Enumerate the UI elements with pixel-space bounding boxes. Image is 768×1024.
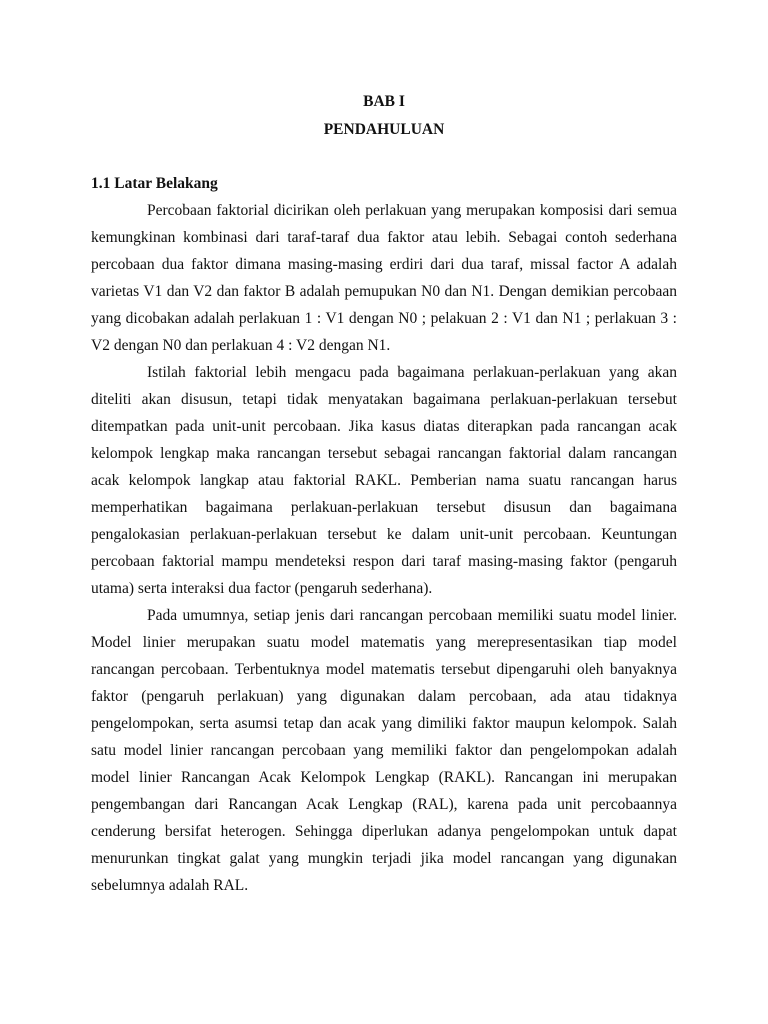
paragraph-3: Pada umumnya, setiap jenis dari rancangan percobaan memiliki suatu model linier. Model linier merupakan suatu model matematis yang merepresentasikan tiap model rancangan percobaan. Terbentuknya model matematis tersebut dipengaruhi oleh banyaknya faktor (pengaruh perlakuan) yang digunakan dalam percobaan, ada atau tidaknya pengelompokan, serta asumsi tetap dan acak yang dimiliki faktor maupun kelompok. Salah satu model linier rancangan percobaan yang memiliki faktor dan pengelompokan adalah model linier Rancangan Acak Kelompok Lengkap (RAKL). Rancangan ini merupakan pengembangan dari Rancangan Acak Lengkap (RAL), karena pada unit percobaannya cenderung bersifat heterogen. Sehingga diperlukan adanya pengelompokan untuk dapat menurunkan tingkat galat yang mungkin terjadi jika model rancangan yang digunakan sebelumnya adalah RAL. xyxy=(91,607,677,894)
chapter-title: PENDAHULUAN xyxy=(323,121,445,138)
paragraph-1: Percobaan faktorial dicirikan oleh perlakuan yang merupakan komposisi dari semua kemungkinan kombinasi dari taraf-taraf dua faktor atau lebih. Sebagai contoh sederhana percobaan dua faktor dimana masing-masing erdiri dari dua taraf, missal factor A adalah varietas V1 dan V2 dan faktor B adalah pemupukan N0 dan N1. Dengan demikian percobaan yang dicobakan adalah perlakuan 1 : V1 dengan N0 ; pelakuan 2 : V1 dan N1 ; perlakuan 3 : V2 dengan N0 dan perlakuan 4 : V2 dengan N1. xyxy=(91,202,677,354)
body-text xyxy=(91,197,677,899)
chapter-number: BAB I xyxy=(363,93,405,110)
document-page xyxy=(91,0,677,1024)
paragraph-2: Istilah faktorial lebih mengacu pada bagaimana perlakuan-perlakuan yang akan diteliti akan disusun, tetapi tidak menyatakan bagaimana perlakuan-perlakuan tersebut ditempatkan pada unit-unit percobaan. Jika kasus diatas diterapkan pada rancangan acak kelompok lengkap maka rancangan tersebut sebagai rancangan faktorial dalam rancangan acak kelompok langkap atau faktorial RAKL. Pemberian nama suatu rancangan harus memperhatikan bagaimana perlakuan-perlakuan tersebut disusun dan bagaimana pengalokasian perlakuan-perlakuan tersebut ke dalam unit-unit percobaan. Keuntungan percobaan faktorial mampu mendeteksi respon dari taraf masing-masing faktor (pengaruh utama) serta interaksi dua factor (pengaruh sederhana). xyxy=(91,364,677,597)
section-heading: 1.1 Latar Belakang xyxy=(91,175,218,192)
